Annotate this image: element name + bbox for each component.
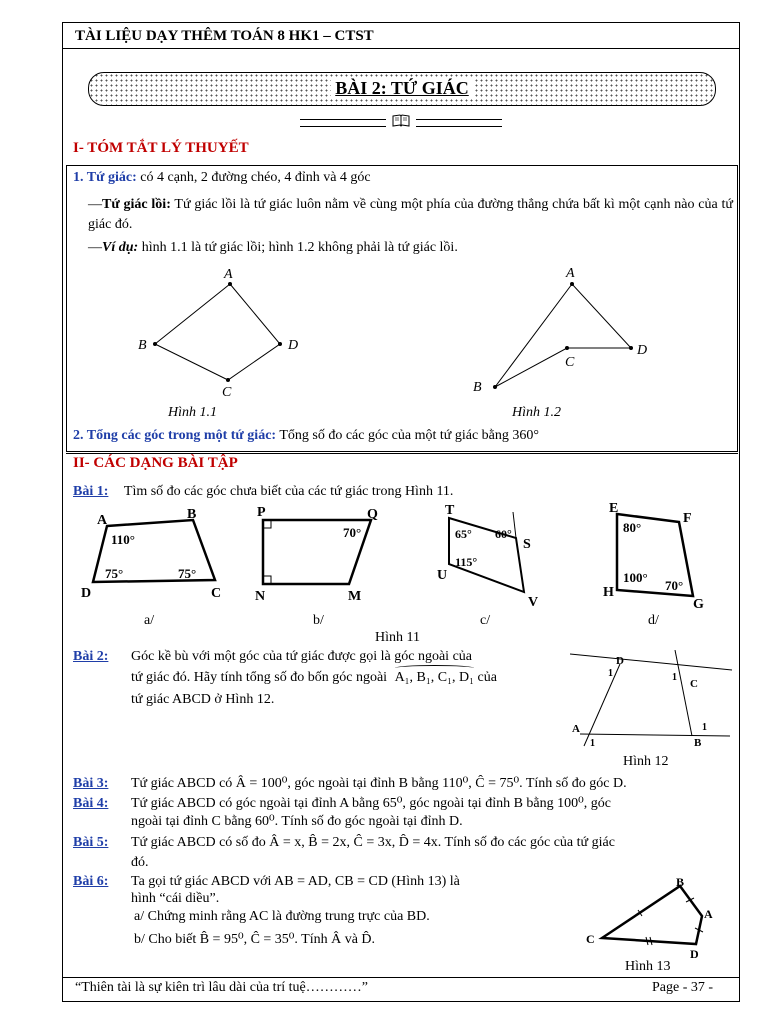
fig-d-angle-E: 80° — [623, 520, 642, 535]
footer-quote: “Thiên tài là sự kiên trì lâu dài của trí tuệ…………” — [75, 980, 368, 995]
header-rule — [62, 48, 740, 49]
bai5-line-2: đó. — [131, 855, 149, 870]
bai6-line-3: a/ Chứng minh rằng AC là đường trung trực của BD. — [134, 909, 430, 924]
fig1-label-c: C — [222, 385, 232, 400]
bai6-line-1: Ta gọi tứ giác ABCD với AB = AD, CB = CD (Hình 13) là — [131, 874, 460, 889]
fig2-label-b: B — [473, 380, 482, 395]
bai4-line-2: ngoài tại đỉnh C bằng 60⁰. Tính số đo góc ngoài tại đỉnh D. — [131, 814, 463, 829]
bai6-line-2: hình “cái diều”. — [131, 891, 220, 906]
bai6 — [73, 872, 108, 892]
lesson-title: BÀI 2: TỨ GIÁC — [331, 78, 473, 98]
footer-rule — [62, 977, 740, 978]
bai2-line-2 — [131, 668, 497, 688]
header-title: TÀI LIỆU DẠY THÊM TOÁN 8 HK1 – CTST — [75, 28, 374, 44]
divider-left-2 — [300, 126, 386, 127]
page-number: Page - 37 - — [652, 980, 714, 995]
fig-c-angle-U: 115° — [455, 555, 478, 569]
bai4 — [73, 794, 108, 814]
dash-icon: — — [88, 197, 102, 212]
bai2-label-text: Bài 2: — [73, 649, 109, 664]
fig-d-caption: d/ — [648, 613, 659, 628]
bai6-line-4: b/ Cho biết B̂ = 95⁰, Ĉ = 35⁰. Tính Â và D̂. — [134, 932, 376, 947]
dash-icon: — — [88, 240, 102, 255]
fig-d-label-H: H — [603, 585, 614, 600]
figure-12 — [570, 650, 735, 750]
bai5-label: Bài 5: — [73, 835, 109, 850]
fig-a-angle-D: 75° — [105, 566, 124, 581]
bai4-line-1: Tứ giác ABCD có góc ngoài tại đỉnh A bằng 65⁰, góc ngoài tại đỉnh B bằng 100⁰, góc — [131, 796, 611, 811]
item2-text: Tổng số đo các góc của một tứ giác bằng 360° — [279, 428, 539, 443]
item1-label: 1. Tứ giác: — [73, 170, 137, 185]
open-book-icon — [392, 114, 410, 128]
fig12-angle-D1: 1 — [608, 668, 613, 679]
bai4-label: Bài 4: — [73, 796, 109, 811]
fig-a-caption: a/ — [144, 613, 155, 628]
bai2-line-2-text: tứ giác đó. Hãy tính tổng số đo bốn góc ngoài — [131, 670, 388, 685]
fig2-caption: Hình 1.2 — [512, 405, 561, 420]
bai2-line-2-post: của — [477, 670, 497, 685]
example-text: hình 1.1 là tứ giác lồi; hình 1.2 không phải là tứ giác lồi. — [141, 240, 458, 255]
fig12-label-D: D — [616, 655, 624, 667]
fig-c-label-T: T — [445, 503, 455, 518]
fig-a-label-C: C — [211, 586, 222, 601]
fig-d-label-G: G — [693, 597, 704, 612]
divider-left — [300, 119, 386, 120]
example-label: Ví dụ: — [102, 240, 139, 255]
figure-11-caption: Hình 11 — [375, 630, 420, 645]
bai1-label: Bài 1: — [73, 484, 109, 499]
section-separator — [66, 453, 738, 454]
fig-b-label-Q: Q — [367, 507, 378, 522]
fig-c-caption: c/ — [480, 613, 491, 628]
fig1-caption: Hình 1.1 — [168, 405, 217, 420]
fig1-label-a: A — [224, 267, 233, 282]
fig-d-angle-H: 100° — [623, 570, 648, 585]
bai5-line-1: Tứ giác ABCD có số đo Â = x, B̂ = 2x, Ĉ = 3x, D̂ = 4x. Tính số đo các góc của tứ giác — [131, 835, 615, 850]
figure-1-1 — [120, 262, 340, 402]
fig-d-angle-G: 70° — [665, 578, 684, 593]
fig13-label-A: A — [704, 907, 713, 921]
bai1-text: Tìm số đo các góc chưa biết của các tứ giác trong Hình 11. — [123, 484, 454, 499]
figure-1-2 — [465, 262, 665, 402]
convex-text: Tứ giác lồi là tứ giác luôn nằm về cùng một phía của đường thẳng chứa bất kì một cạnh nào của tứ giác đó. — [88, 197, 733, 232]
bai3-label: Bài 3: — [73, 776, 109, 791]
fig12-label-B: B — [694, 737, 702, 749]
fig-c-label-U: U — [437, 568, 448, 583]
divider-right-2 — [416, 126, 502, 127]
fig1-label-d: D — [288, 338, 299, 353]
fig-a-label-A: A — [97, 513, 108, 528]
fig12-angle-C1: 1 — [672, 672, 677, 683]
fig-c-angle-T: 65° — [455, 527, 472, 541]
lesson-title-box — [88, 72, 716, 106]
fig-a-label-B: B — [187, 507, 197, 522]
bai6-label: Bài 6: — [73, 874, 109, 889]
fig-b-angle-Q: 70° — [343, 525, 362, 540]
fig-d-label-F: F — [683, 511, 692, 526]
bai2-line-3: tứ giác ABCD ở Hình 12. — [131, 692, 275, 707]
bai2-label — [73, 647, 108, 667]
bai5 — [73, 833, 108, 853]
divider-right — [416, 119, 502, 120]
fig2-label-c: C — [565, 355, 575, 370]
bai3 — [73, 774, 108, 794]
figure-13-caption: Hình 13 — [625, 959, 671, 974]
fig-b-label-N: N — [255, 589, 266, 604]
fig-b-label-M: M — [348, 589, 362, 604]
fig1-label-b: B — [138, 338, 147, 353]
fig12-label-A: A — [572, 723, 580, 735]
fig12-label-C: C — [690, 678, 698, 690]
theory-item-1 — [73, 168, 371, 188]
section-1-title: I- TÓM TẮT LÝ THUYẾT — [73, 140, 249, 156]
item1-text: có 4 cạnh, 2 đường chéo, 4 đỉnh và 4 góc — [140, 170, 371, 185]
fig-a-angle-A: 110° — [111, 532, 135, 547]
fig-c-label-S: S — [523, 537, 531, 552]
fig13-label-B: B — [676, 875, 685, 889]
fig-b-caption: b/ — [313, 613, 324, 628]
example-line — [88, 238, 458, 258]
fig-c-angle-S: 60° — [495, 527, 512, 541]
figure-13 — [582, 874, 722, 964]
figure-11 — [75, 500, 735, 630]
fig13-label-D: D — [690, 947, 699, 961]
fig12-angle-A1: 1 — [590, 738, 595, 749]
fig13-label-C: C — [586, 932, 595, 946]
theory-item-2 — [73, 426, 539, 446]
bai-1 — [73, 482, 453, 502]
item2-label: 2. Tổng các góc trong một tứ giác: — [73, 428, 277, 443]
fig-b-label-P: P — [257, 505, 266, 520]
bai3-text: Tứ giác ABCD có Â = 100⁰, góc ngoài tại đỉnh B bằng 110⁰, Ĉ = 75⁰. Tính số đo góc D. — [131, 776, 627, 791]
bai2-line-1: Góc kề bù với một góc của tứ giác được gọi là góc ngoài của — [131, 649, 472, 664]
convex-definition — [88, 195, 733, 235]
fig12-angle-B1: 1 — [702, 722, 707, 733]
convex-label: Tứ giác lồi: — [102, 197, 171, 212]
fig-d-label-E: E — [609, 501, 619, 516]
fig2-label-a: A — [566, 266, 575, 281]
figure-12-caption: Hình 12 — [623, 754, 669, 769]
section-2-title: II- CÁC DẠNG BÀI TẬP — [73, 455, 238, 471]
fig-a-angle-C: 75° — [178, 566, 197, 581]
bai2-angles: A₁, B₁, C₁, D₁ — [395, 668, 474, 688]
fig-a-label-D: D — [81, 586, 92, 601]
fig-c-label-V: V — [528, 595, 539, 610]
fig2-label-d: D — [637, 343, 648, 358]
